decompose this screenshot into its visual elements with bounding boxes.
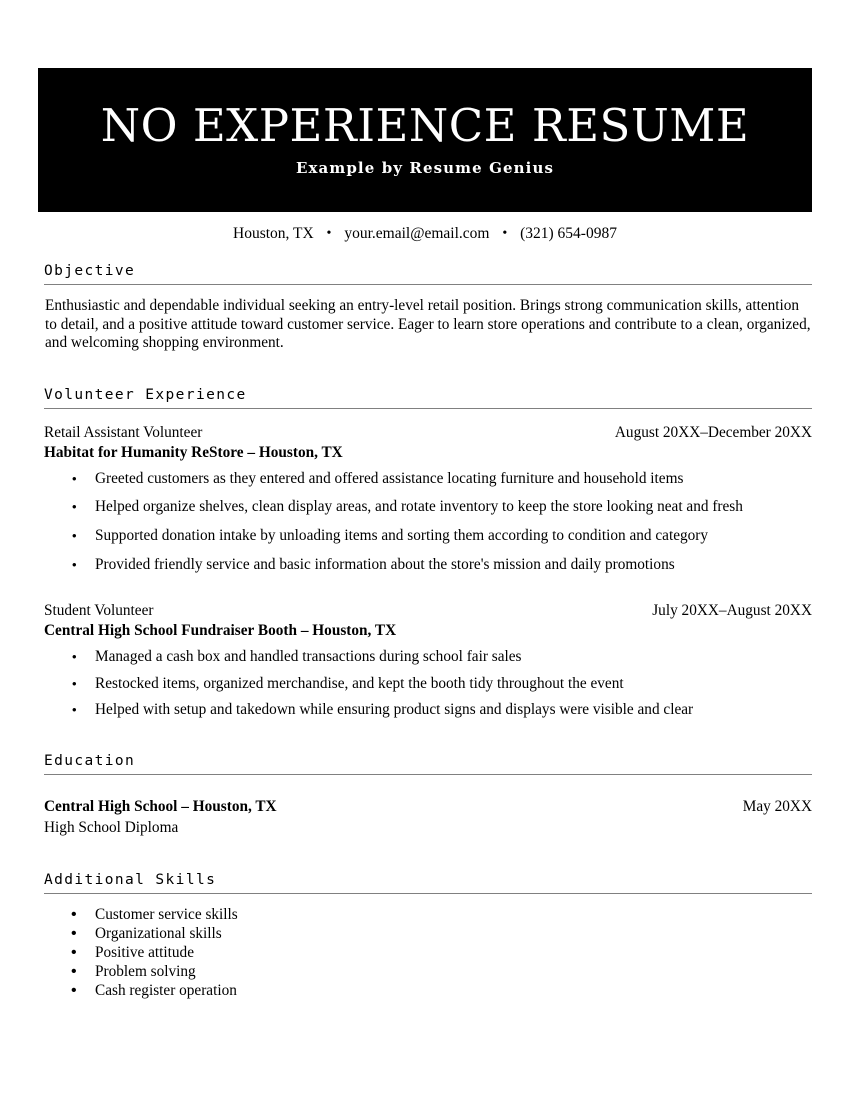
skills-list	[44, 906, 812, 1001]
list-item: • Helped with setup and takedown while ensuring product signs and displays were visible and clear	[44, 701, 812, 720]
volunteer-organization: Habitat for Humanity ReStore – Houston, TX	[44, 443, 343, 461]
resume-title: NO EXPERIENCE RESUME	[100, 99, 750, 152]
list-item: • Supported donation intake by unloading items and sorting them according to condition and category	[44, 527, 812, 546]
list-item: • Provided friendly service and basic information about the store's mission and daily promotions	[44, 556, 812, 575]
volunteer-entry-header	[44, 601, 812, 620]
volunteer-job-dates: August 20XX–December 20XX	[614, 423, 812, 441]
volunteer-bullet-list	[44, 648, 812, 720]
resume-subtitle: Example by Resume Genius	[295, 159, 555, 177]
resume-body	[44, 262, 812, 1001]
list-item: • Greeted customers as they entered and offered assistance locating furniture and household items	[44, 470, 812, 489]
list-item: • Problem solving	[44, 963, 812, 982]
volunteer-bullet-list	[44, 470, 812, 574]
section-heading-education: Education	[44, 752, 812, 775]
list-item: • Managed a cash box and handled transactions during school fair sales	[44, 648, 812, 667]
header-banner	[38, 68, 812, 212]
section-heading-volunteer-experience: Volunteer Experience	[44, 386, 812, 409]
education-entry	[44, 797, 812, 837]
volunteer-job-title: Retail Assistant Volunteer	[44, 423, 203, 441]
list-item: • Customer service skills	[44, 906, 812, 925]
contact-separator-1: •	[326, 226, 332, 241]
volunteer-job-dates: July 20XX–August 20XX	[652, 602, 812, 620]
contact-line	[38, 224, 812, 244]
list-item: • Organizational skills	[44, 925, 812, 944]
list-item: • Restocked items, organized merchandise, and kept the booth tidy throughout the event	[44, 675, 812, 694]
contact-phone: (321) 654-0987	[520, 225, 617, 242]
education-entry-header	[44, 797, 812, 816]
objective-paragraph: Enthusiastic and dependable individual seeking an entry-level retail position. Brings strong communication skills, attention to detail, and a positive attitude toward customer service. Eager to learn store operations and contribute to a clean, organized, and welcoming shopping environment.	[45, 297, 811, 352]
section-heading-objective: Objective	[44, 262, 812, 285]
volunteer-entry-header	[44, 423, 812, 442]
education-school: Central High School – Houston, TX	[44, 797, 277, 815]
contact-email: your.email@email.com	[344, 225, 490, 242]
volunteer-entry	[44, 423, 812, 574]
contact-location: Houston, TX	[233, 225, 314, 242]
volunteer-organization: Central High School Fundraiser Booth – Houston, TX	[44, 622, 397, 640]
contact-separator-2: •	[502, 226, 508, 241]
volunteer-entry	[44, 601, 812, 720]
education-degree: High School Diploma	[44, 818, 179, 836]
volunteer-job-title: Student Volunteer	[44, 602, 154, 620]
section-heading-additional-skills: Additional Skills	[44, 871, 812, 894]
list-item: • Helped organize shelves, clean display areas, and rotate inventory to keep the store looking neat and fresh	[44, 498, 812, 517]
list-item: • Cash register operation	[44, 982, 812, 1001]
list-item: • Positive attitude	[44, 944, 812, 963]
education-date: May 20XX	[742, 797, 812, 815]
